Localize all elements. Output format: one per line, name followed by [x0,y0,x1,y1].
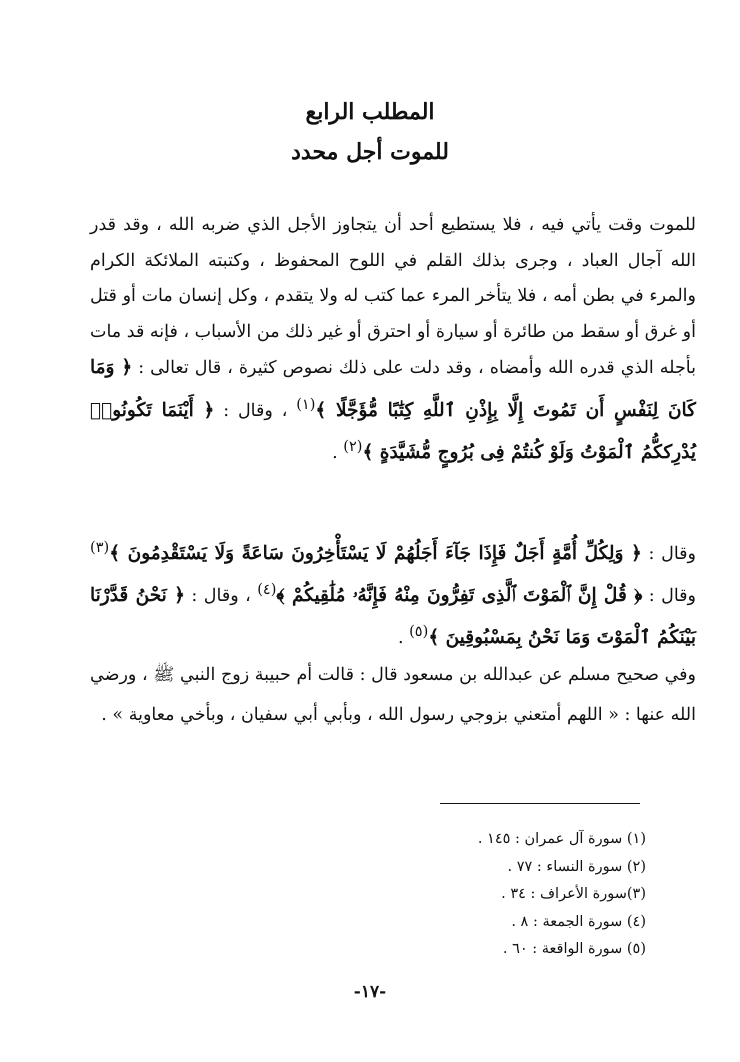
paragraph-1 [90,208,696,472]
footnote-item: (١) سورة آل عمران : ١٤٥ . [477,831,646,847]
footnote-divider [440,803,640,804]
paragraph-text: للموت وقت يأتي فيه ، فلا يستطيع أحد أن يتجاوز الأجل الذي ضربه الله ، وقد قدر الله آجال العباد ، وجرى بذلك القلم في اللوح المحفوظ ، وكتبته الملائكة الكرام والمرء في بطن أمه ، فلا يتأخر المرء عما كتب له ولا يتقدم ، وكل إنسان مات أو قتل أو غرق أو سقط من طائرة أو سيارة أو احترق أو غير ذلك من الأسباب ، فإنه قد مات بأجله الذي قدره الله وأمضاه ، وقد دلت على ذلك نصوص كثيرة ، قال تعالى : [90,215,696,379]
footnote-ref: (١) [296,395,316,413]
paragraph-3 [90,655,696,735]
footnote-ref: (٤) [257,580,277,598]
page-number: -١٧- [353,982,387,1002]
section-heading [0,92,740,172]
quran-verse: ﴿ أَيْنَمَا تَكُونُوا۟ يُدْرِككُّمُ ٱلْمَوْتُ وَلَوْ كُنتُمْ فِى بُرُوجٍ مُّشَيَّدَةٍ ﴾ [90,399,696,464]
quran-verse: ﴿ وَلِكُلِّ أُمَّةٍ أَجَلٌ فَإِذَا جَآءَ أَجَلُهُمْ لَا يَسْتَأْخِرُونَ سَاعَةً وَلَا يَسْتَقْدِمُونَ ﴾ [109,542,642,564]
paragraph-2 [90,530,696,655]
paragraph-text: وفي صحيح مسلم عن عبدالله بن مسعود قال : قالت أم حبيبة زوج النبي ﷺ ، ورضي الله عنها : « اللهم أمتعني بزوجي رسول الله ، وبأبي أبي سفيان ، وبأخي معاوية » . [90,665,696,725]
paragraph-text: ، وقال : [214,400,297,421]
footnotes-list [300,826,646,964]
footnote-item: (٣)سورة الأعراف : ٣٤ . [501,886,646,902]
paragraph-text: . [397,627,410,648]
footnote-ref: (٢) [343,438,363,456]
quran-verse: ﴿ نَحْنُ قَدَّرْنَا بَيْنَكُمُ ٱلْمَوْتَ وَمَا نَحْنُ بِمَسْبُوقِينَ ﴾ [90,584,696,648]
footnote-ref: (٥) [409,622,429,640]
section-subtitle: للموت أجل محدد [291,139,449,165]
quran-verse: ﴿ قُلْ إِنَّ ٱلْمَوْتَ ٱلَّذِى تَفِرُّونَ مِنْهُ فَإِنَّهُۥ مُلَٰقِيكُمْ ﴾ [276,584,643,606]
paragraph-text: وقال : [641,543,696,564]
quran-verse: ﴿ وَمَا كَانَ لِنَفْسٍ أَن تَمُوتَ إِلَّا بِإِذْنِ ٱللَّهِ كِتَٰبًا مُّؤَجَّلًا ﴾ [90,357,696,421]
footnote-item: (٤) سورة الجمعة : ٨ . [511,913,646,930]
footnote-item: (٥) سورة الواقعة : ٦٠ . [502,941,646,957]
paragraph-text: . [332,443,344,464]
footnote-ref: (٣) [90,539,110,556]
footnote-item: (٢) سورة النساء : ٧٧ . [507,858,646,875]
paragraph-text: ، وقال : [184,585,258,606]
section-title: المطلب الرابع [305,99,435,125]
paragraph-text: وقال : [642,585,696,606]
